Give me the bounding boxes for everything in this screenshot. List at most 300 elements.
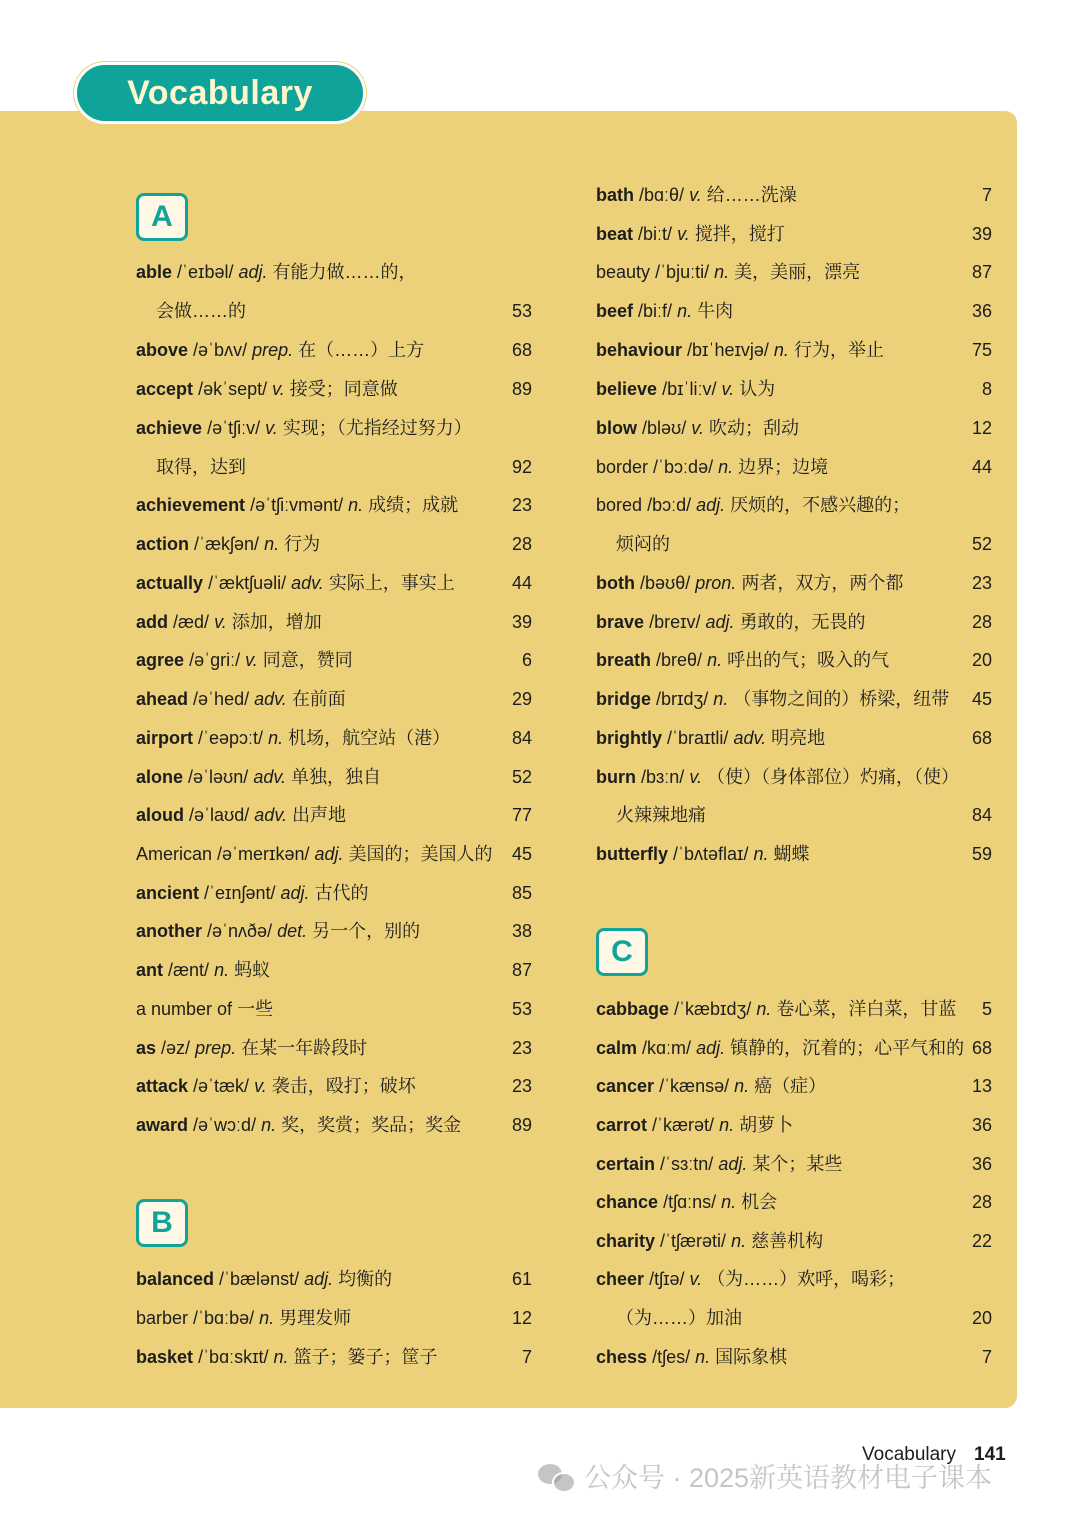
vocab-entry xyxy=(136,607,532,637)
entry-word: beat xyxy=(596,224,634,244)
entry-definition: 镇静的，沉着的；心平气和的 xyxy=(730,1038,965,1058)
vocab-entry xyxy=(596,452,992,482)
entry-word: both xyxy=(596,573,635,593)
vocab-entry xyxy=(136,413,532,443)
entry-phonetic: /bɑːθ/ xyxy=(639,185,685,205)
entry-phonetic: /əˈbʌv/ xyxy=(193,340,248,360)
entry-phonetic: /bɪˈheɪvjə/ xyxy=(687,340,769,360)
entry-part-of-speech: n. xyxy=(214,960,230,980)
entry-phonetic: /əˈwɔːd/ xyxy=(193,1115,257,1135)
entry-phonetic: /ˈbɑːskɪt/ xyxy=(198,1347,269,1367)
entry-word: as xyxy=(136,1038,157,1058)
vocab-entry xyxy=(596,1033,992,1063)
entry-page: 36 xyxy=(971,301,992,321)
entry-part-of-speech: n. xyxy=(261,1115,277,1135)
entry-part-of-speech: adj. xyxy=(238,262,268,282)
entry-word: achieve xyxy=(136,418,203,438)
entry-word: above xyxy=(136,340,189,360)
vocab-entry xyxy=(136,1071,532,1101)
entry-part-of-speech: v. xyxy=(689,185,702,205)
entry-word: brave xyxy=(596,612,645,632)
entry-definition: 国际象棋 xyxy=(715,1347,788,1367)
entry-definition: 同意，赞同 xyxy=(262,650,353,670)
entry-definition: 机会 xyxy=(741,1192,778,1212)
vocab-entry xyxy=(136,955,532,985)
entry-word: bridge xyxy=(596,689,652,709)
entry-word: able xyxy=(136,262,173,282)
entry-definition: 奖，奖赏；奖品；奖金 xyxy=(281,1115,462,1135)
entry-word: agree xyxy=(136,650,185,670)
entry-phonetic: /ˈbraɪtli/ xyxy=(667,728,729,748)
entry-page: 23 xyxy=(511,495,532,515)
entry-phonetic: /əˈɡriː/ xyxy=(189,650,241,670)
entry-phonetic: /ˈbjuːti/ xyxy=(655,262,710,282)
entry-word: achievement xyxy=(136,495,246,515)
entry-page: 23 xyxy=(971,573,992,593)
entry-part-of-speech: n. xyxy=(753,844,769,864)
entry-definition: 边界；边境 xyxy=(738,457,829,477)
entry-definition: 卷心菜，洋白菜，甘蓝 xyxy=(776,999,957,1019)
entry-page: 12 xyxy=(511,1308,532,1328)
vocab-entry xyxy=(596,762,992,792)
entry-phonetic: /bləʊ/ xyxy=(642,418,687,438)
entry-phonetic: /əkˈsept/ xyxy=(198,379,268,399)
entry-phonetic: /ˈæktʃuəli/ xyxy=(208,573,287,593)
entry-definition: 蝴蝶 xyxy=(773,844,810,864)
vocab-entry xyxy=(596,1071,992,1101)
entry-definition-continued: （为……）加油 xyxy=(616,1308,742,1328)
entry-part-of-speech: v. xyxy=(272,379,285,399)
entry-page: 6 xyxy=(521,650,532,670)
vocab-entry xyxy=(596,257,992,287)
entry-word: charity xyxy=(596,1231,656,1251)
entry-phonetic: /kɑːm/ xyxy=(642,1038,692,1058)
entry-phonetic: /breɪv/ xyxy=(649,612,701,632)
entry-phonetic: /bəʊθ/ xyxy=(640,573,691,593)
entry-page: 84 xyxy=(511,728,532,748)
entry-page: 75 xyxy=(971,340,992,360)
entry-page: 36 xyxy=(971,1154,992,1174)
vocab-entry xyxy=(136,1342,532,1372)
entry-phonetic: /tʃes/ xyxy=(652,1347,691,1367)
entry-word: butterfly xyxy=(596,844,668,864)
entry-page: 87 xyxy=(511,960,532,980)
vocab-entry xyxy=(136,257,532,287)
entry-definition: 给……洗澡 xyxy=(706,185,797,205)
entry-phonetic: /ˈkæbɪdʒ/ xyxy=(674,999,752,1019)
entry-definition: 明亮地 xyxy=(771,728,826,748)
entry-word: alone xyxy=(136,767,184,787)
entry-phonetic: /əz/ xyxy=(161,1038,191,1058)
entry-part-of-speech: adj. xyxy=(718,1154,748,1174)
entry-page: 28 xyxy=(971,612,992,632)
entry-definition: 实现；（尤指经过努力） xyxy=(282,418,472,438)
entry-definition-continued: 取得，达到 xyxy=(156,457,246,477)
entry-phonetic: /breθ/ xyxy=(656,650,703,670)
entry-word: bored xyxy=(596,495,643,515)
vocab-entry xyxy=(596,684,992,714)
entry-phonetic: /tʃɪə/ xyxy=(649,1269,685,1289)
entry-word: ant xyxy=(136,960,163,980)
entry-definition: 机场，航空站（港） xyxy=(288,728,451,748)
vocab-entry xyxy=(136,800,532,830)
vocab-entry xyxy=(136,684,532,714)
entry-definition: 吹动；刮动 xyxy=(708,418,799,438)
vocab-entry xyxy=(596,568,992,598)
entry-definition: 成绩；成就 xyxy=(368,495,459,515)
entry-phonetic: /ˈbælənst/ xyxy=(219,1269,300,1289)
entry-page: 61 xyxy=(511,1269,532,1289)
entry-page: 20 xyxy=(971,650,992,670)
entry-definition: 行为 xyxy=(284,534,321,554)
entry-word: chess xyxy=(596,1347,648,1367)
entry-part-of-speech: n. xyxy=(259,1308,275,1328)
entry-phonetic: /əˈləʊn/ xyxy=(188,767,249,787)
entry-part-of-speech: v. xyxy=(689,767,702,787)
page-title: Vocabulary xyxy=(74,62,366,124)
entry-definition: 厌烦的，不感兴趣的； xyxy=(730,495,911,515)
entry-phonetic: /ˈbɑːbə/ xyxy=(193,1308,255,1328)
vocab-entry xyxy=(596,335,992,365)
entry-page: 20 xyxy=(971,1308,992,1328)
entry-phonetic: /ˈbʌtəflaɪ/ xyxy=(673,844,749,864)
entry-definition: 在某一年龄段时 xyxy=(241,1038,368,1058)
vocab-entry xyxy=(136,374,532,404)
entry-page: 7 xyxy=(981,1347,992,1367)
entry-part-of-speech: adj. xyxy=(705,612,735,632)
entry-part-of-speech: v. xyxy=(245,650,258,670)
entry-definition: 勇敢的，无畏的 xyxy=(739,612,866,632)
entry-phonetic: /ˈtʃærəti/ xyxy=(660,1231,727,1251)
entry-part-of-speech: adv. xyxy=(254,689,287,709)
entry-definition: （为……）欢呼，喝彩； xyxy=(707,1269,906,1289)
vocab-entry xyxy=(136,1033,532,1063)
entry-word: American xyxy=(136,844,213,864)
entry-part-of-speech: adv. xyxy=(733,728,767,748)
entry-definition: 搅拌，搅打 xyxy=(694,224,785,244)
entry-part-of-speech: n. xyxy=(731,1231,747,1251)
entry-page: 44 xyxy=(971,457,992,477)
vocab-entry xyxy=(596,1226,992,1256)
entry-page: 68 xyxy=(511,340,532,360)
entry-page: 7 xyxy=(521,1347,532,1367)
entry-part-of-speech: adj. xyxy=(304,1269,334,1289)
entry-part-of-speech: adj. xyxy=(696,1038,726,1058)
entry-page: 44 xyxy=(511,573,532,593)
vocab-entry xyxy=(596,800,992,830)
entry-part-of-speech: n. xyxy=(773,340,789,360)
entry-definition-continued: 火辣辣地痛 xyxy=(616,805,706,825)
vocab-entry xyxy=(596,839,992,869)
vocab-entry xyxy=(596,413,992,443)
vocab-entry xyxy=(596,994,992,1024)
vocab-entry xyxy=(136,490,532,520)
entry-page: 13 xyxy=(971,1076,992,1096)
entry-definition: 某个；某些 xyxy=(752,1154,843,1174)
entry-part-of-speech: n. xyxy=(264,534,280,554)
entry-word: award xyxy=(136,1115,189,1135)
entry-word: border xyxy=(596,457,649,477)
entry-part-of-speech: n. xyxy=(719,1115,735,1135)
entry-part-of-speech: n. xyxy=(348,495,364,515)
entry-definition: 有能力做……的， xyxy=(272,262,417,282)
entry-word: carrot xyxy=(596,1115,648,1135)
wechat-icon xyxy=(538,1462,574,1490)
entry-phonetic: /ˈkænsə/ xyxy=(659,1076,730,1096)
entry-part-of-speech: v. xyxy=(214,612,227,632)
entry-part-of-speech: v. xyxy=(689,1269,703,1289)
vocab-entry xyxy=(136,645,532,675)
entry-part-of-speech: n. xyxy=(677,301,693,321)
entry-definition: 一些 xyxy=(237,999,274,1019)
entry-word: attack xyxy=(136,1076,189,1096)
entry-definition: 美，美丽，漂亮 xyxy=(734,262,861,282)
entry-page: 36 xyxy=(971,1115,992,1135)
entry-word: beef xyxy=(596,301,634,321)
entry-word: burn xyxy=(596,767,636,787)
entry-word: certain xyxy=(596,1154,656,1174)
entry-phonetic: /ˈeɪbəl/ xyxy=(177,262,234,282)
vocab-entry xyxy=(596,1149,992,1179)
entry-page: 23 xyxy=(511,1038,532,1058)
entry-word: chance xyxy=(596,1192,659,1212)
entry-phonetic: /ˈeɪnʃənt/ xyxy=(204,883,276,903)
vocab-entry xyxy=(136,1303,532,1333)
entry-page: 22 xyxy=(971,1231,992,1251)
entry-definition: 癌（症） xyxy=(754,1076,827,1096)
entry-page: 39 xyxy=(971,224,992,244)
vocab-entry xyxy=(596,374,992,404)
entry-page: 45 xyxy=(971,689,992,709)
vocab-entry xyxy=(136,452,532,482)
entry-phonetic: /bɪˈliːv/ xyxy=(662,379,717,399)
entry-word: a number of xyxy=(136,999,233,1019)
entry-definition: 呼出的气；吸入的气 xyxy=(727,650,890,670)
section-letter-b: B xyxy=(136,1199,188,1247)
vocab-entry xyxy=(596,723,992,753)
entry-definition: 在前面 xyxy=(291,689,346,709)
vocab-entry xyxy=(136,994,532,1024)
vocab-entry xyxy=(136,1264,532,1294)
entry-page: 29 xyxy=(511,689,532,709)
vocab-entry xyxy=(596,529,992,559)
entry-definition-continued: 会做……的 xyxy=(156,301,246,321)
entry-definition: 添加，增加 xyxy=(231,612,322,632)
entry-part-of-speech: prep. xyxy=(252,340,294,360)
entry-part-of-speech: n. xyxy=(734,1076,750,1096)
entry-phonetic: /bɜːn/ xyxy=(641,767,685,787)
entry-page: 59 xyxy=(971,844,992,864)
entry-definition: 另一个，别的 xyxy=(312,921,421,941)
entry-word: beauty xyxy=(596,262,651,282)
vocab-entry xyxy=(596,219,992,249)
entry-definition: 男理发师 xyxy=(279,1308,352,1328)
vocab-entry xyxy=(136,762,532,792)
entry-definition: 古代的 xyxy=(314,883,369,903)
entry-part-of-speech: n. xyxy=(268,728,284,748)
entry-part-of-speech: adj. xyxy=(314,844,344,864)
entry-definition: 出声地 xyxy=(292,805,346,825)
entry-part-of-speech: v. xyxy=(721,379,735,399)
entry-phonetic: /ˈækʃən/ xyxy=(194,534,260,554)
entry-part-of-speech: v. xyxy=(265,418,278,438)
entry-word: calm xyxy=(596,1038,638,1058)
entry-part-of-speech: n. xyxy=(695,1347,711,1367)
entry-part-of-speech: n. xyxy=(714,262,730,282)
entry-phonetic: /əˈtʃiːvmənt/ xyxy=(250,495,344,515)
vocab-entry xyxy=(596,1264,992,1294)
entry-part-of-speech: n. xyxy=(273,1347,289,1367)
entry-word: ahead xyxy=(136,689,189,709)
entry-word: cheer xyxy=(596,1269,645,1289)
vocab-entry xyxy=(596,1342,992,1372)
entry-page: 92 xyxy=(511,457,532,477)
entry-definition: 两者，双方，两个都 xyxy=(741,573,904,593)
entry-phonetic: /ˈkærət/ xyxy=(652,1115,715,1135)
entry-phonetic: /biːt/ xyxy=(638,224,673,244)
entry-definition: 慈善机构 xyxy=(751,1231,824,1251)
vocab-entry xyxy=(136,916,532,946)
entry-word: cancer xyxy=(596,1076,655,1096)
entry-phonetic: /tʃɑːns/ xyxy=(663,1192,717,1212)
entry-phonetic: /əˈhed/ xyxy=(193,689,250,709)
entry-word: add xyxy=(136,612,169,632)
entry-page: 7 xyxy=(981,185,992,205)
entry-word: behaviour xyxy=(596,340,683,360)
entry-definition: 行为，举止 xyxy=(793,340,884,360)
entry-phonetic: /əˈtʃiːv/ xyxy=(207,418,261,438)
entry-page: 45 xyxy=(511,844,532,864)
entry-word: breath xyxy=(596,650,652,670)
entry-part-of-speech: adv. xyxy=(253,767,286,787)
entry-part-of-speech: v. xyxy=(254,1076,267,1096)
entry-word: action xyxy=(136,534,190,554)
vocab-entry xyxy=(136,529,532,559)
vocab-entry xyxy=(596,490,992,520)
vocab-entry xyxy=(136,1110,532,1140)
entry-definition-continued: 烦闷的 xyxy=(616,534,670,554)
entry-definition: 篮子；篓子；筐子 xyxy=(293,1347,438,1367)
entry-page: 39 xyxy=(511,612,532,632)
entry-page: 12 xyxy=(971,418,992,438)
entry-definition: 单独，独自 xyxy=(291,767,382,787)
entry-part-of-speech: n. xyxy=(707,650,723,670)
entry-definition: 均衡的 xyxy=(338,1269,393,1289)
watermark xyxy=(538,1456,992,1495)
entry-part-of-speech: v. xyxy=(691,418,704,438)
entry-part-of-speech: pron. xyxy=(695,573,737,593)
entry-definition: 胡萝卜 xyxy=(739,1115,794,1135)
entry-word: basket xyxy=(136,1347,194,1367)
entry-word: barber xyxy=(136,1308,189,1328)
entry-page: 85 xyxy=(511,883,532,903)
entry-page: 84 xyxy=(971,805,992,825)
entry-part-of-speech: n. xyxy=(713,689,729,709)
vocab-entry xyxy=(596,1303,992,1333)
entry-phonetic: /bɔːd/ xyxy=(647,495,692,515)
entry-page: 89 xyxy=(511,1115,532,1135)
entry-word: aloud xyxy=(136,805,184,825)
vocab-entry xyxy=(596,607,992,637)
entry-definition: 认为 xyxy=(739,379,776,399)
entry-phonetic: /ænt/ xyxy=(168,960,210,980)
entry-definition: （使）（身体部位）灼痛，（使） xyxy=(707,767,959,787)
entry-definition: （事物之间的）桥梁，纽带 xyxy=(733,689,950,709)
entry-phonetic: /ˈeəpɔːt/ xyxy=(198,728,264,748)
entry-page: 28 xyxy=(971,1192,992,1212)
entry-part-of-speech: adj. xyxy=(696,495,726,515)
entry-word: accept xyxy=(136,379,194,399)
entry-definition: 蚂蚁 xyxy=(234,960,271,980)
entry-phonetic: /əˈlaʊd/ xyxy=(189,805,250,825)
entry-word: actually xyxy=(136,573,204,593)
entry-part-of-speech: n. xyxy=(721,1192,737,1212)
entry-part-of-speech: adj. xyxy=(280,883,310,903)
entry-page: 52 xyxy=(511,767,532,787)
entry-phonetic: /biːf/ xyxy=(638,301,673,321)
entry-part-of-speech: adv. xyxy=(254,805,287,825)
vocab-entry xyxy=(136,878,532,908)
entry-definition: 在（……）上方 xyxy=(298,340,425,360)
entry-page: 23 xyxy=(511,1076,532,1096)
entry-word: airport xyxy=(136,728,194,748)
entry-page: 28 xyxy=(511,534,532,554)
watermark-text: 公众号 · 2025新英语教材电子课本 xyxy=(584,1463,993,1493)
footer-label: Vocabulary xyxy=(862,1444,957,1465)
entry-page: 87 xyxy=(971,262,992,282)
entry-phonetic: /æd/ xyxy=(173,612,210,632)
entry-phonetic: /əˈtæk/ xyxy=(193,1076,250,1096)
entry-definition: 袭击，殴打；破坏 xyxy=(271,1076,416,1096)
entry-page: 38 xyxy=(511,921,532,941)
entry-word: believe xyxy=(596,379,658,399)
entry-definition: 牛肉 xyxy=(697,301,734,321)
entry-definition: 实际上，事实上 xyxy=(328,573,455,593)
entry-word: ancient xyxy=(136,883,200,903)
entry-word: brightly xyxy=(596,728,662,748)
entry-word: another xyxy=(136,921,203,941)
entry-definition: 美国的；美国人的 xyxy=(348,844,493,864)
entry-definition: 接受；同意做 xyxy=(289,379,398,399)
entry-phonetic: /əˈnʌðə/ xyxy=(207,921,273,941)
entry-phonetic: /ˈbɔːdə/ xyxy=(653,457,714,477)
entry-page: 53 xyxy=(511,301,532,321)
vocab-entry xyxy=(136,335,532,365)
section-letter-a: A xyxy=(136,193,188,241)
entry-page: 52 xyxy=(971,534,992,554)
entry-part-of-speech: n. xyxy=(756,999,772,1019)
entry-part-of-speech: prep. xyxy=(195,1038,237,1058)
page-number: 141 xyxy=(974,1444,1006,1465)
vocab-entry xyxy=(596,1110,992,1140)
section-letter-c: C xyxy=(596,928,648,976)
entry-word: cabbage xyxy=(596,999,670,1019)
vocab-entry xyxy=(596,1187,992,1217)
vocab-entry xyxy=(136,568,532,598)
entry-page: 77 xyxy=(511,805,532,825)
entry-page: 89 xyxy=(511,379,532,399)
entry-part-of-speech: adv. xyxy=(291,573,324,593)
entry-page: 5 xyxy=(981,999,992,1019)
entry-page: 68 xyxy=(971,728,992,748)
entry-word: bath xyxy=(596,185,634,205)
entry-part-of-speech: n. xyxy=(718,457,734,477)
entry-page: 53 xyxy=(511,999,532,1019)
entry-phonetic: /əˈmerɪkən/ xyxy=(217,844,310,864)
vocab-entry xyxy=(596,645,992,675)
vocab-entry xyxy=(136,296,532,326)
entry-word: blow xyxy=(596,418,637,438)
